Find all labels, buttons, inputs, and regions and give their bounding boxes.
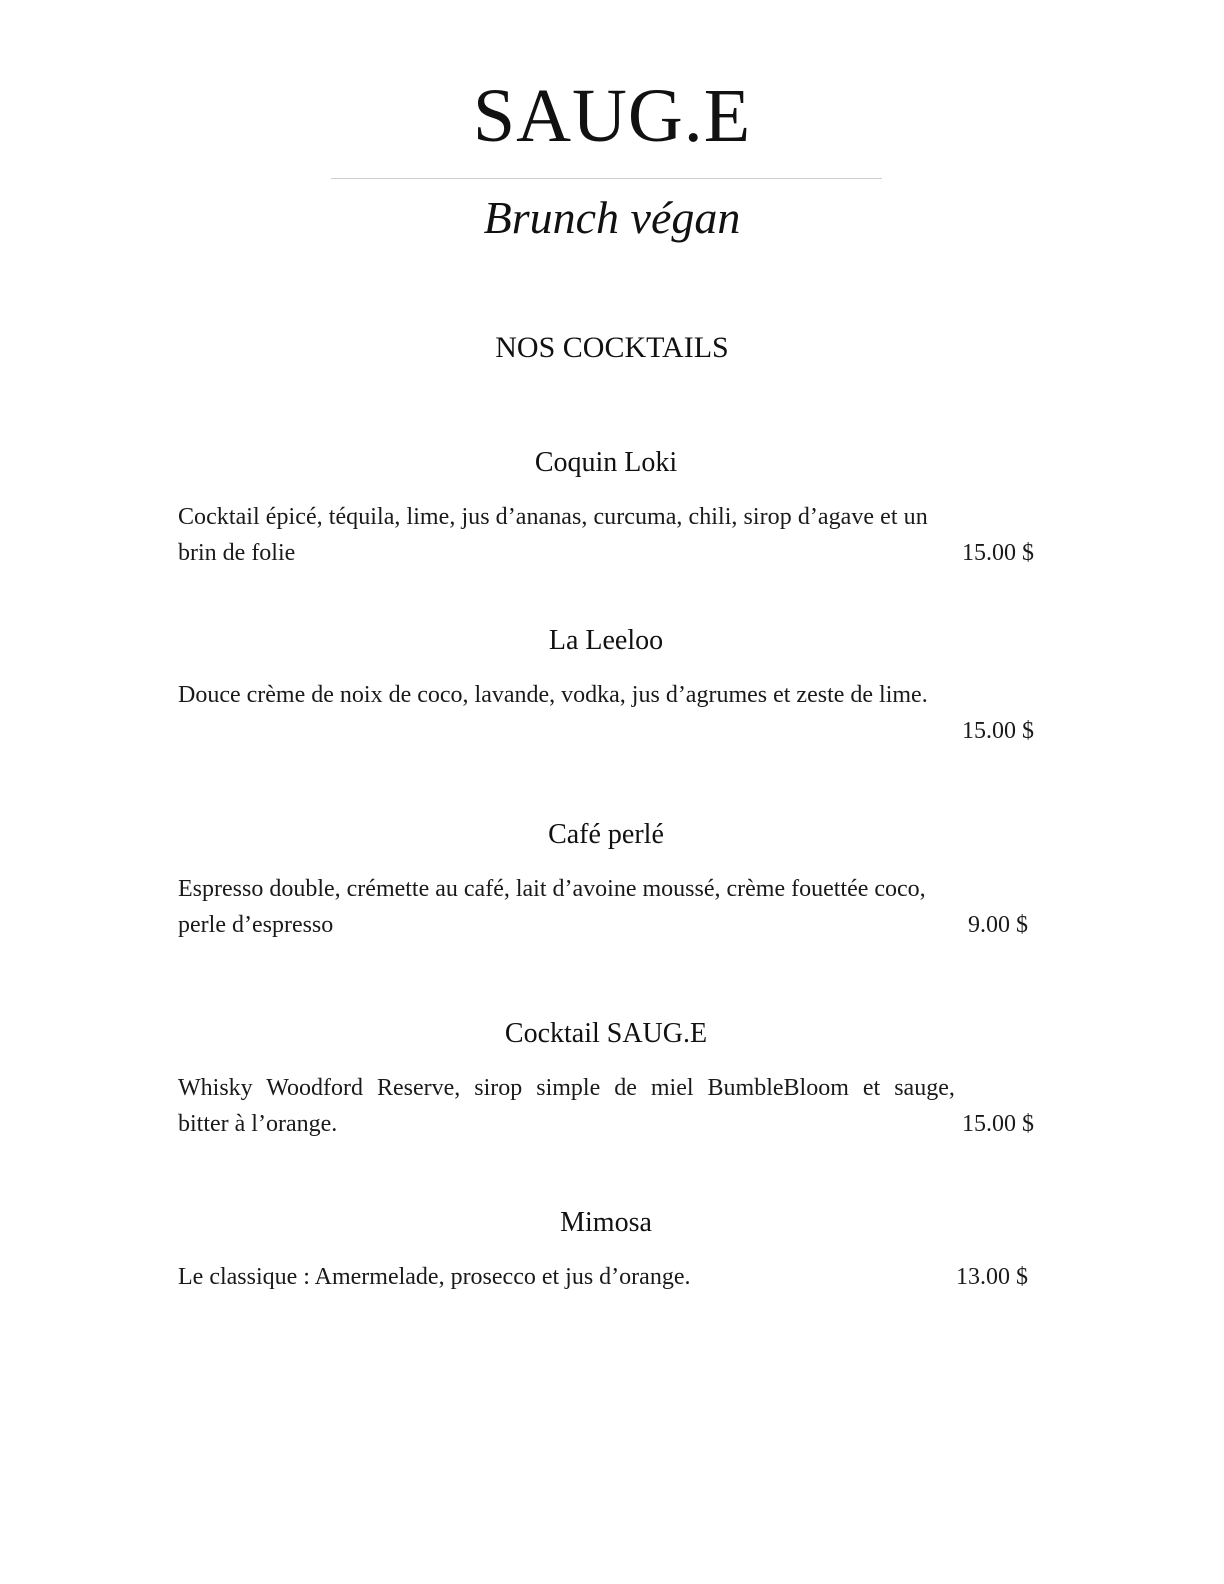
section-title: NOS COCKTAILS <box>495 331 729 364</box>
brand-subtitle: Brunch végan <box>483 192 741 243</box>
item-description: brin de folie <box>178 540 296 566</box>
header-divider <box>331 178 882 179</box>
menu-item-cocktail-sauge <box>178 1017 1034 1142</box>
item-price: 9.00 $ <box>968 912 1028 938</box>
item-description: bitter à l’orange. <box>178 1111 338 1137</box>
item-desc-row <box>178 535 1034 571</box>
item-description: Douce crème de noix de coco, lavande, vodka, jus d’agrumes et zeste de lime. <box>178 682 928 708</box>
item-desc-row <box>178 499 1034 535</box>
item-price-row <box>178 713 1034 749</box>
item-description: Le classique : Amermelade, prosecco et jus d’orange. <box>178 1264 691 1290</box>
item-desc-row <box>178 907 1034 943</box>
item-desc-row <box>178 1106 1034 1142</box>
menu-item-mimosa <box>178 1206 1034 1295</box>
item-description: perle d’espresso <box>178 912 334 938</box>
item-name: La Leeloo <box>548 625 664 656</box>
menu-item-coquin-loki <box>178 446 1034 571</box>
menu-item-la-leeloo <box>178 624 1034 749</box>
item-name: Coquin Loki <box>534 447 678 478</box>
item-price: 15.00 $ <box>962 1111 1034 1137</box>
item-desc-row <box>178 1259 1034 1295</box>
item-name: Mimosa <box>560 1207 652 1238</box>
brand-title: SAUG.E <box>472 74 752 158</box>
item-desc-row <box>178 677 1034 713</box>
item-price: 15.00 $ <box>962 718 1034 744</box>
item-description: Whisky Woodford Reserve, sirop simple de miel BumbleBloom et sauge, <box>178 1075 955 1101</box>
item-desc-row <box>178 871 1034 907</box>
item-price: 13.00 $ <box>956 1264 1028 1290</box>
item-price: 15.00 $ <box>962 540 1034 566</box>
item-description: Cocktail épicé, téquila, lime, jus d’ananas, curcuma, chili, sirop d’agave et un <box>178 504 928 530</box>
item-desc-row <box>178 1070 1034 1106</box>
item-description: Espresso double, crémette au café, lait d’avoine moussé, crème fouettée coco, <box>178 876 926 902</box>
item-name: Cocktail SAUG.E <box>504 1018 708 1049</box>
menu-item-cafe-perle <box>178 818 1034 943</box>
item-name: Café perlé <box>548 819 664 850</box>
